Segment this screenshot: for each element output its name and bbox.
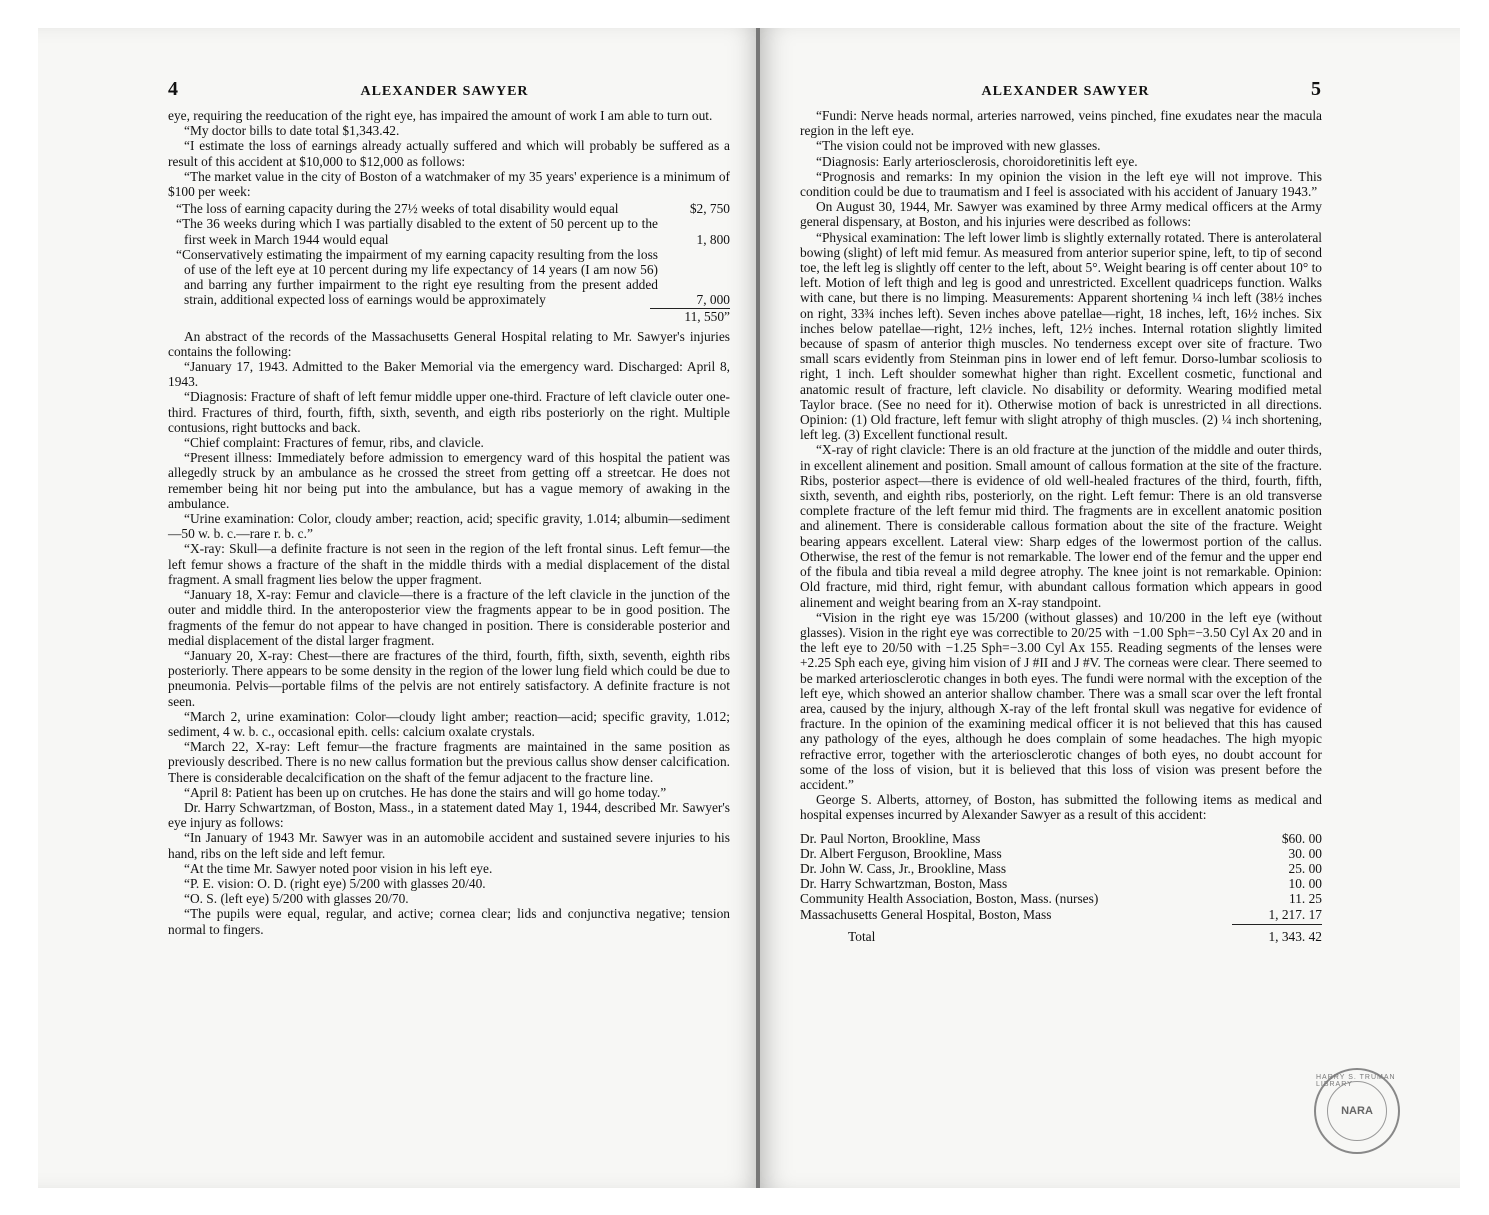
paragraph: “X-ray: Skull—a definite fracture is not seen in the region of the left frontal sinus. Left femur—the left femur shows a fracture of the shaft in the middle thirds with a medial displacement of the distal fragment. A small fragment lies below the upper fragment. — [168, 541, 730, 587]
expense-row — [800, 831, 1322, 846]
stamp-ring-text: HARRY S. TRUMAN LIBRARY — [1316, 1074, 1396, 1088]
stamp-center: NARA — [1327, 1081, 1387, 1141]
paragraph: “Physical examination: The left lower limb is slightly externally rotated. There is anterolateral bowing (slight) of left mid femur. As measured from anterior superior spine, left, to tip of second toe, the left leg is slightly off center to the left, about 5°. Weight bearing is off center about 10° to left. Motion of left thigh and leg is good and unrestricted. Excellent quadriceps function. Walks with cane, but there is no limping. Measurements: Apparent shortening ¼ inch left (38½ inches on right, 33¾ inches left). Seven inches above patellae—right, 18 inches, left, 16½ inches. Six inches below patellae—right, 12½ inches, left, 12½ inches. Internal rotation slightly limited because of spasm of anterior thigh muscles. No tenderness except over site of fracture. Two small scars evidently from Steinman pins in lower end of left femur. Dorso-lumbar scoliosis to right, 1 inch. Left shoulder somewhat higher than right. Excellent cosmetic, functional and anatomic result of fracture, left clavicle. No disability or deformity. Wearing modified metal Taylor brace. (See no need for it). Otherwise motion of back is unrestricted in all directions. Opinion: (1) Old fracture, left femur with slight atrophy of thigh muscles. (2) ¼ inch shortening, left leg. (3) Excellent functional result. — [800, 229, 1322, 443]
paragraph: “March 2, urine examination: Color—cloudy light amber; reaction—acid; specific gravity, 1.012; sediment, 4 w. b. c., occasional epith. cells: calcium oxalate crystals. — [168, 708, 730, 739]
paragraph: “At the time Mr. Sawyer noted poor vision in his left eye. — [184, 860, 493, 876]
paragraph: “The market value in the city of Boston of a watchmaker of my 35 years' experience is a minimum of $100 per week: — [168, 168, 730, 200]
paragraph: “January 20, X-ray: Chest—there are fractures of the third, fourth, fifth, sixth, seventh, eighth ribs posteriorly. There appears to be some density in the region of the lower lung field which could be due to pneumonia. Pelvis—portable films of the pelvis are not entirely satisfactory. A definite fracture is not seen. — [168, 647, 730, 709]
left-page — [38, 28, 760, 1188]
paragraph: “Chief complaint: Fractures of femur, ribs, and clavicle. — [184, 435, 484, 451]
paragraph: “March 22, X-ray: Left femur—the fracture fragments are maintained in the same position as previously described. There is no new callus formation but the previous callus show denser calcification. There is considerable decalcification on the shaft of the femur adjacent to the fracture line. — [168, 739, 730, 785]
left-running-head — [168, 78, 730, 100]
ledger-total: 11, 550” — [650, 308, 730, 325]
paragraph: Dr. Harry Schwartzman, of Boston, Mass., in a statement dated May 1, 1944, described Mr. Sawyer's eye injury as follows: — [168, 799, 730, 831]
paragraph: “January 17, 1943. Admitted to the Baker Memorial via the emergency ward. Discharged: April 8, 1943. — [168, 359, 730, 390]
paragraph: “Fundi: Nerve heads normal, arteries narrowed, veins pinched, fine exudates near the macula region in the left eye. — [800, 108, 1322, 139]
paragraph: “In January of 1943 Mr. Sawyer was in an automobile accident and sustained severe injuries to his hand, ribs on the left side and left femur. — [168, 830, 730, 861]
ledger-text: “The 36 weeks during which I was partially disabled to the extent of 50 percent up to the first week in March 1944 would equal — [176, 216, 658, 247]
paragraph: “I estimate the loss of earnings already actually suffered and which will probably be suffered as a result of this accident at $10,000 to $12,000 as follows: — [168, 138, 730, 169]
paragraph: “The pupils were equal, regular, and active; cornea clear; lids and conjunctiva negative; tension normal to fingers. — [168, 906, 730, 937]
paragraph: “April 8: Patient has been up on crutches. He has done the stairs and will go home today.” — [184, 784, 667, 800]
library-stamp — [1314, 1068, 1400, 1154]
expense-amount: 10. 00 — [1288, 876, 1322, 892]
expense-amount: 25. 00 — [1288, 860, 1322, 876]
paragraph: George S. Alberts, attorney, of Boston, has submitted the following items as medical and hospital expenses incurred by Alexander Sawyer as a result of this accident: — [800, 792, 1322, 823]
expense-amount: 30. 00 — [1288, 845, 1322, 861]
expense-total-label: Total — [848, 928, 876, 944]
paragraph: eye, requiring the reeducation of the right eye, has impaired the amount of work I am able to turn out. — [168, 108, 713, 123]
ledger-amount: $2, 750 — [689, 201, 730, 217]
expense-total-row — [800, 929, 1322, 944]
paragraph: “Diagnosis: Fracture of shaft of left femur middle upper one-third. Fracture of left clavicle outer one-third. Fractures of third, fourth, fifth, sixth, seventh, and eigth ribs posteriorly on the right. Multiple contusions, right buttocks and back. — [168, 389, 730, 435]
ledger-amount: 7, 000 — [696, 292, 730, 308]
expense-row — [800, 876, 1322, 891]
paragraph: An abstract of the records of the Massachusetts General Hospital relating to Mr. Sawyer's injuries contains the following: — [168, 328, 730, 359]
paragraph: “Prognosis and remarks: In my opinion the vision in the left eye will not improve. This condition could be due to traumatism and I feel is associated with his accident of January 1943.” — [800, 168, 1322, 200]
expense-name: Community Health Association, Boston, Mass. (nurses) — [800, 891, 1099, 907]
ledger-text: “The loss of earning capacity during the 27½ weeks of total disability would equal — [176, 201, 619, 217]
expense-name: Dr. John W. Cass, Jr., Brookline, Mass — [800, 860, 1007, 876]
ledger-row — [168, 247, 730, 308]
paragraph: “O. S. (left eye) 5/200 with glasses 20/70. — [184, 891, 409, 907]
left-body — [168, 329, 730, 937]
paragraph: “My doctor bills to date total $1,343.42. — [184, 123, 400, 139]
expense-name: Dr. Paul Norton, Brookline, Mass — [800, 830, 981, 846]
expense-row — [800, 846, 1322, 861]
expense-amount: $60. 00 — [1281, 830, 1322, 846]
expense-total: 1, 343. 42 — [1268, 928, 1322, 944]
ledger-amount: 1, 800 — [696, 231, 730, 247]
right-running-head — [800, 78, 1322, 100]
paragraph: “The vision could not be improved with new glasses. — [816, 138, 1101, 154]
paragraph: “Present illness: Immediately before admission to emergency ward of this hospital the patient was allegedly struck by an ambulance as he crossed the street from getting off a streetcar. He does not remember being hit nor being put into the ambulance, but has a vague memory of awaking in the ambulance. — [168, 450, 730, 511]
ledger-row — [168, 201, 730, 216]
expense-table — [800, 831, 1322, 944]
right-page-title: ALEXANDER SAWYER — [981, 84, 1150, 99]
paragraph: On August 30, 1944, Mr. Sawyer was examined by three Army medical officers at the Army general dispensary, at Boston, and his injuries were described as follows: — [800, 199, 1322, 230]
paragraph: “January 18, X-ray: Femur and clavicle—there is a fracture of the left clavicle in the junction of the outer and middle third. In the anteroposterior view the fragments appear to be in good position. The fragments of the femur do not appear to have changed in position. There is considerable posterior and medial displacement of the distal larger fragment. — [168, 587, 730, 648]
paragraph: “P. E. vision: O. D. (right eye) 5/200 with glasses 20/40. — [184, 875, 486, 891]
paragraph: “Diagnosis: Early arteriosclerosis, choroidoretinitis left eye. — [816, 153, 1138, 169]
paragraph: “X-ray of right clavicle: There is an old fracture at the junction of the middle and outer thirds, in excellent alinement and position. Small amount of callous formation at the site of the fracture. Ribs, posterior aspect—there is evidence of old well-healed fractures of the third, fourth, fifth, sixth, seventh, and eighth ribs, posteriorly, on the right. Left femur: There is an old transverse complete fracture of the left femur mid third. The fragments are in excellent anatomic position and alinement. There is considerable callous formation about the site of the fracture. Weight bearing appears excellent. Lateral view: Sharp edges of the lowermost portion of the callus. Otherwise, the rest of the femur is not remarkable. The lower end of the femur and the upper end of the fibula and tibia reveal a mild degree atrophy. The knee joint is not remarkable. Opinion: Old fracture, mid third, right femur, with abundant callous formation which appears in good alinement and weight bearing from an X-ray standpoint. — [800, 442, 1322, 610]
expense-name: Dr. Albert Ferguson, Brookline, Mass — [800, 845, 1002, 861]
expense-row — [800, 861, 1322, 876]
expense-name: Dr. Harry Schwartzman, Boston, Mass — [800, 876, 1008, 892]
expense-row — [800, 891, 1322, 906]
expense-name: Massachusetts General Hospital, Boston, Mass — [800, 906, 1052, 922]
total-rule — [1232, 924, 1322, 925]
left-page-number: 4 — [168, 78, 179, 100]
ledger-row — [168, 216, 730, 246]
expense-amount: 11. 25 — [1289, 891, 1322, 907]
expense-row — [800, 907, 1322, 922]
expense-amount: 1, 217. 17 — [1268, 906, 1322, 922]
earnings-ledger — [168, 201, 730, 324]
ledger-text: “Conservatively estimating the impairment of my earning capacity resulting from the loss of use of the left eye at 10 percent during my life expectancy of 14 years (I am now 56) and barring any further impairment to the right eye resulting from the present added strain, additional expected loss of earnings would be approximately — [176, 246, 658, 308]
paragraph: “Urine examination: Color, cloudy amber; reaction, acid; specific gravity, 1.014; albumin—sediment—50 w. b. c.—rare r. b. c.” — [168, 511, 730, 542]
right-page-number: 5 — [1311, 78, 1322, 100]
paragraph: “Vision in the right eye was 15/200 (without glasses) and 10/200 in the left eye (without glasses). Vision in the right eye was correctible to 20/25 with −1.00 Sph=−3.50 Cyl Ax 20 and in the left eye to 20/50 with −1.25 Sph=−3.00 Cyl Ax 155. Reading segments of the lenses were +2.25 Sph each eye, giving him vision of J #II and J #V. The corneas were clear. There seemed to be marked arteriosclerotic changes in both eyes. The fundi were normal with the exception of the left eye, which showed an anterior shallow chamber. There was a small scar over the left frontal area, caused by the injury, although X-ray of the left frontal skull was negative for evidence of fracture. In the opinion of the examining medical officer it is not believed that this has caused any pathology of the eyes, although he does complain of some headaches. The high myopic refractive error, together with the arteriosclerotic changes of both eyes, no doubt account for some of the loss of vision, but it is believed that this loss of vision was present before the accident.” — [800, 609, 1322, 792]
left-page-title: ALEXANDER SAWYER — [360, 84, 529, 99]
right-page — [760, 28, 1460, 1188]
